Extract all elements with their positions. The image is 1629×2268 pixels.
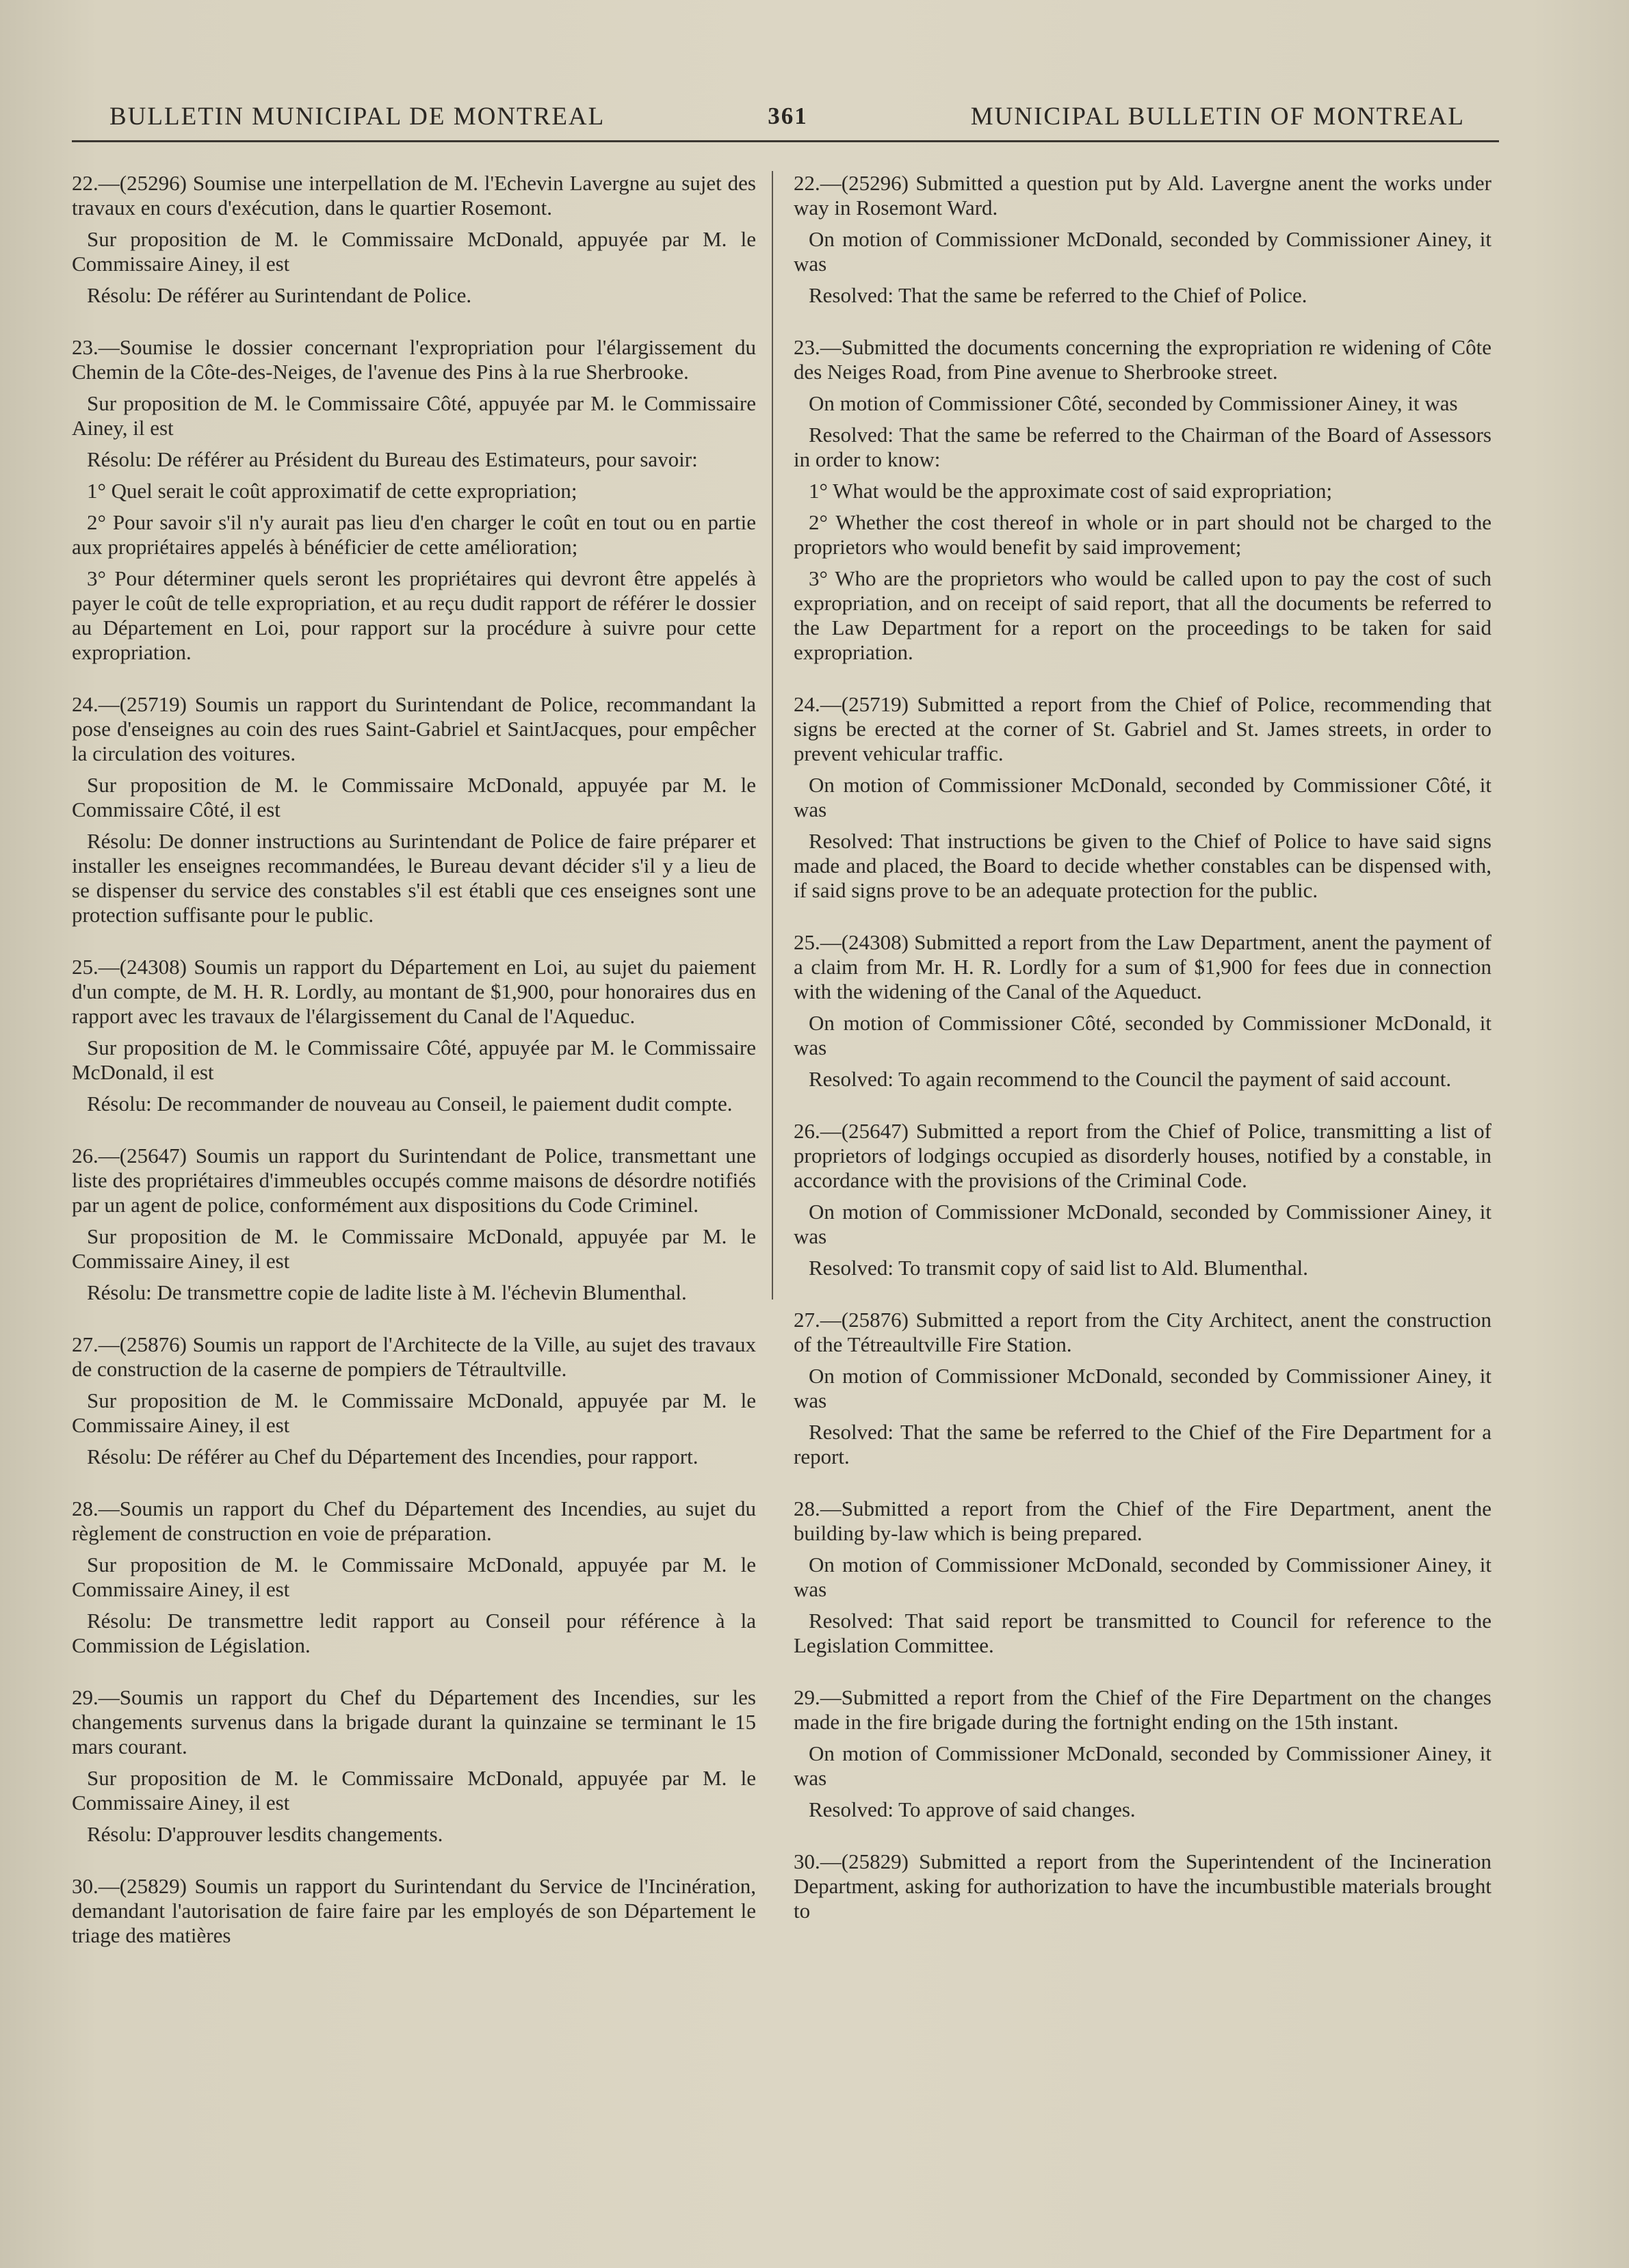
english-column: [794, 171, 1491, 2237]
french-minute-item: [72, 1144, 756, 1305]
english-item-paragraph: Resolved: That the same be referred to the Chief of the Fire Department for a report.: [794, 1420, 1491, 1468]
english-item-heading: 23.—Submitted the documents concerning the expropriation re widening of Côte des Neiges Road, from Pine avenue to Sherbrooke street.: [794, 335, 1491, 384]
french-item-paragraph: Sur proposition de M. le Commissaire McDonald, appuyée par M. le Commissaire Ainey, il est: [72, 227, 756, 276]
english-item-paragraph: Resolved: That the same be referred to the Chief of Police.: [809, 283, 1307, 307]
french-item-heading: 23.—Soumise le dossier concernant l'expropriation pour l'élargissement du Chemin de la Côte-des-Neiges, de l'avenue des Pins à la rue Sherbrooke.: [72, 335, 756, 384]
header-rule: [72, 140, 1499, 142]
page-number: 361: [768, 103, 808, 129]
french-item-paragraph: Sur proposition de M. le Commissaire Côté, appuyée par M. le Commissaire Ainey, il est: [72, 391, 756, 440]
french-item-paragraph: 3° Pour déterminer quels seront les propriétaires qui devront être appelés à payer le coût de telle expropriation, et au reçu dudit rapport de référer le dossier au Département en Loi, pour rapport sur la procédure à suivre pour cette expropriation.: [72, 566, 756, 664]
english-minute-item: [794, 335, 1491, 665]
english-item-heading: 24.—(25719) Submitted a report from the Chief of Police, recommending that signs be erected at the corner of St. Gabriel and St. James streets, in order to prevent vehicular traffic.: [794, 692, 1491, 765]
english-item-paragraph: On motion of Commissioner Côté, seconded by Commissioner Ainey, it was: [809, 391, 1458, 415]
french-minute-item: [72, 1332, 756, 1469]
english-item-heading: 30.—(25829) Submitted a report from the Superintendent of the Incineration Department, asking for authorization to have the incumbustible materials brought to: [794, 1849, 1491, 1923]
english-minute-item: [794, 1849, 1491, 1923]
english-item-paragraph: On motion of Commissioner McDonald, seconded by Commissioner Ainey, it was: [794, 227, 1491, 276]
french-item-paragraph: Sur proposition de M. le Commissaire Côté, appuyée par M. le Commissaire McDonald, il est: [72, 1036, 756, 1084]
french-item-paragraph: Résolu: De recommander de nouveau au Conseil, le paiement dudit compte.: [87, 1092, 733, 1116]
english-item-paragraph: On motion of Commissioner McDonald, seconded by Commissioner Ainey, it was: [794, 1553, 1491, 1601]
english-minute-item: [794, 1308, 1491, 1469]
page-header: [109, 96, 1465, 137]
french-item-paragraph: 2° Pour savoir s'il n'y aurait pas lieu d'en charger le coût en tout ou en partie aux propriétaires appelés à bénéficier de cette amélioration;: [72, 510, 756, 559]
english-item-heading: 22.—(25296) Submitted a question put by Ald. Lavergne anent the works under way in Rosemont Ward.: [794, 171, 1491, 220]
french-item-heading: 26.—(25647) Soumis un rapport du Surintendant de Police, transmettant une liste des propriétaires d'immeubles occupés comme maisons de désordre notifiés par un agent de police, conformément aux dispositions du Code Criminel.: [72, 1144, 756, 1217]
french-item-paragraph: 1° Quel serait le coût approximatif de cette expropriation;: [87, 479, 577, 503]
english-item-paragraph: Resolved: That the same be referred to the Chairman of the Board of Assessors in order to know:: [794, 423, 1491, 471]
english-item-paragraph: On motion of Commissioner McDonald, seconded by Commissioner Côté, it was: [794, 773, 1491, 821]
french-item-paragraph: Sur proposition de M. le Commissaire McDonald, appuyée par M. le Commissaire Ainey, il est: [72, 1388, 756, 1437]
header-french-title: BULLETIN MUNICIPAL DE MONTREAL: [109, 102, 605, 131]
french-item-paragraph: Résolu: De transmettre copie de ladite liste à M. l'échevin Blumenthal.: [87, 1280, 687, 1304]
french-item-heading: 30.—(25829) Soumis un rapport du Surintendant du Service de l'Incinération, demandant l'autorisation de faire faire par les employés de son Département le triage des matières: [72, 1874, 756, 1947]
english-minute-item: [794, 1685, 1491, 1822]
french-minute-item: [72, 1874, 756, 1948]
french-item-paragraph: Résolu: D'approuver lesdits changements.: [87, 1822, 443, 1846]
french-item-paragraph: Résolu: De référer au Surintendant de Police.: [87, 283, 472, 307]
english-item-heading: 25.—(24308) Submitted a report from the Law Department, anent the payment of a claim from Mr. H. R. Lordly for a sum of $1,900 for fees due in connection with the widening of the Canal of the Aqueduct.: [794, 930, 1491, 1003]
english-item-heading: 26.—(25647) Submitted a report from the Chief of Police, transmitting a list of proprietors of lodgings occupied as disorderly houses, notified by a constable, in accordance with the provisions of the Criminal Code.: [794, 1119, 1491, 1192]
french-minute-item: [72, 1496, 756, 1658]
french-minute-item: [72, 955, 756, 1116]
english-item-heading: 27.—(25876) Submitted a report from the City Architect, anent the construction of the Tétreaultville Fire Station.: [794, 1308, 1491, 1356]
english-item-paragraph: Resolved: To transmit copy of said list to Ald. Blumenthal.: [809, 1256, 1309, 1280]
french-item-paragraph: Sur proposition de M. le Commissaire McDonald, appuyée par M. le Commissaire Ainey, il est: [72, 1766, 756, 1815]
french-item-paragraph: Sur proposition de M. le Commissaire McDonald, appuyée par M. le Commissaire Côté, il est: [72, 773, 756, 821]
french-item-heading: 27.—(25876) Soumis un rapport de l'Architecte de la Ville, au sujet des travaux de construction de la caserne de pompiers de Tétraultville.: [72, 1332, 756, 1381]
english-minute-item: [794, 171, 1491, 308]
french-item-heading: 24.—(25719) Soumis un rapport du Surintendant de Police, recommandant la pose d'enseignes au coin des rues Saint-Gabriel et SaintJacques, pour empêcher la circulation des voitures.: [72, 692, 756, 765]
english-item-paragraph: On motion of Commissioner Côté, seconded by Commissioner McDonald, it was: [794, 1011, 1491, 1059]
french-item-paragraph: Sur proposition de M. le Commissaire McDonald, appuyée par M. le Commissaire Ainey, il est: [72, 1553, 756, 1601]
french-item-paragraph: Sur proposition de M. le Commissaire McDonald, appuyée par M. le Commissaire Ainey, il est: [72, 1224, 756, 1273]
french-item-heading: 29.—Soumis un rapport du Chef du Département des Incendies, sur les changements survenus dans la brigade durant la quinzaine se terminant le 15 mars courant.: [72, 1685, 756, 1758]
french-minute-item: [72, 335, 756, 665]
french-item-paragraph: Résolu: De donner instructions au Surintendant de Police de faire préparer et installer les enseignes recommandées, le Bureau devant décider s'il y a lieu de se dispenser du service des constables s'il est établi que ces enseignes sont une protection suffisante pour le public.: [72, 829, 756, 927]
french-minute-item: [72, 1685, 756, 1847]
french-item-heading: 28.—Soumis un rapport du Chef du Département des Incendies, au sujet du règlement de construction en voie de préparation.: [72, 1496, 756, 1545]
french-item-paragraph: Résolu: De transmettre ledit rapport au Conseil pour référence à la Commission de Législation.: [72, 1609, 756, 1657]
french-item-heading: 25.—(24308) Soumis un rapport du Département en Loi, au sujet du paiement d'un compte, de M. H. R. Lordly, au montant de $1,900, pour honoraires dus en rapport avec les travaux de l'élargissement du Canal de l'Aqueduc.: [72, 955, 756, 1028]
header-english-title: MUNICIPAL BULLETIN OF MONTREAL: [970, 102, 1465, 131]
english-item-paragraph: 3° Who are the proprietors who would be called upon to pay the cost of such expropriation, and on receipt of said report, that all the documents be referred to the Law Department for a report on the proceedings to be taken for said expropriation.: [794, 566, 1491, 664]
english-item-paragraph: Resolved: That instructions be given to the Chief of Police to have said signs made and placed, the Board to decide whether constables can be dispensed with, if said signs prove to be an adequate protection for the public.: [794, 829, 1491, 902]
english-item-paragraph: Resolved: To again recommend to the Council the payment of said account.: [809, 1067, 1452, 1091]
english-minute-item: [794, 692, 1491, 903]
english-item-heading: 28.—Submitted a report from the Chief of the Fire Department, anent the building by-law which is being prepared.: [794, 1496, 1491, 1545]
french-minute-item: [72, 171, 756, 308]
english-item-paragraph: On motion of Commissioner McDonald, seconded by Commissioner Ainey, it was: [794, 1200, 1491, 1248]
english-item-heading: 29.—Submitted a report from the Chief of the Fire Department on the changes made in the fire brigade during the fortnight ending on the 15th instant.: [794, 1685, 1491, 1734]
french-item-paragraph: Résolu: De référer au Chef du Département des Incendies, pour rapport.: [87, 1445, 699, 1468]
french-item-heading: 22.—(25296) Soumise une interpellation de M. l'Echevin Lavergne au sujet des travaux en cours d'exécution, dans le quartier Rosemont.: [72, 171, 756, 220]
english-minute-item: [794, 1119, 1491, 1280]
column-divider: [772, 171, 773, 1300]
english-minute-item: [794, 1496, 1491, 1658]
english-item-paragraph: On motion of Commissioner McDonald, seconded by Commissioner Ainey, it was: [794, 1741, 1491, 1790]
french-minute-item: [72, 692, 756, 927]
english-item-paragraph: Resolved: That said report be transmitted to Council for reference to the Legislation Committee.: [794, 1609, 1491, 1657]
english-item-paragraph: 2° Whether the cost thereof in whole or in part should not be charged to the proprietors who would benefit by said improvement;: [794, 510, 1491, 559]
english-minute-item: [794, 930, 1491, 1092]
french-column: [72, 171, 756, 2237]
french-item-paragraph: Résolu: De référer au Président du Bureau des Estimateurs, pour savoir:: [87, 447, 698, 471]
english-item-paragraph: 1° What would be the approximate cost of said expropriation;: [809, 479, 1333, 503]
english-item-paragraph: On motion of Commissioner McDonald, seconded by Commissioner Ainey, it was: [794, 1364, 1491, 1412]
english-item-paragraph: Resolved: To approve of said changes.: [809, 1797, 1136, 1821]
